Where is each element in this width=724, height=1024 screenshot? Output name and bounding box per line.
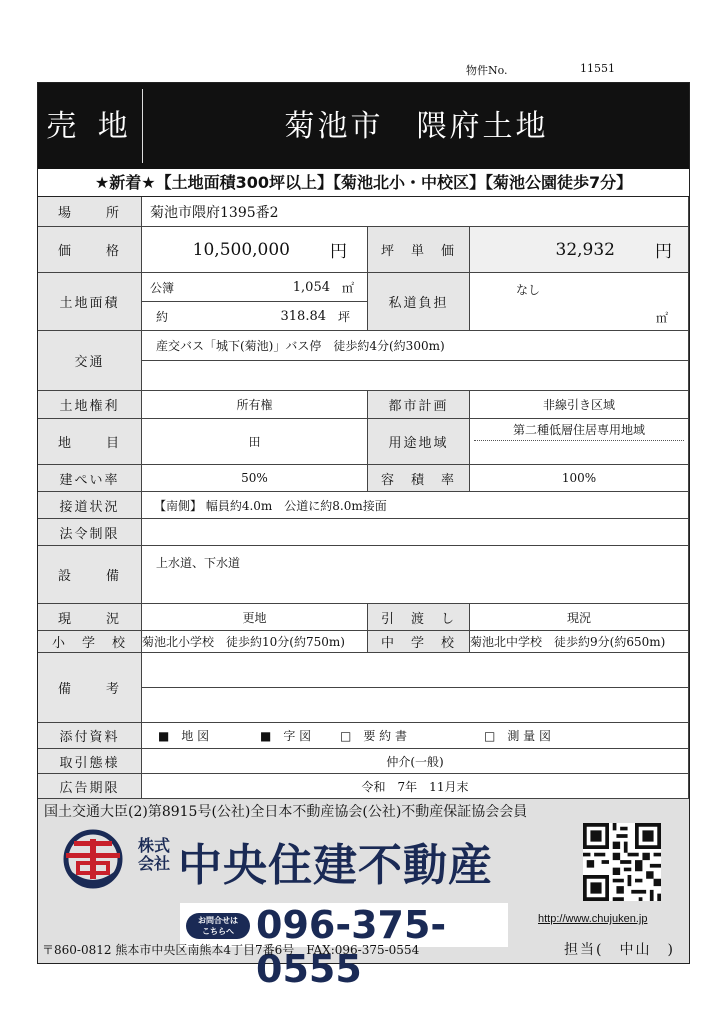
private-road-value: なし <box>516 283 541 297</box>
private-road-cell <box>470 273 689 331</box>
law-value <box>142 519 689 546</box>
handover-label: 引 渡 し <box>368 604 470 631</box>
attachments-label: 添付資料 <box>38 723 142 749</box>
price-value: 10,500,000 <box>192 239 290 260</box>
far-label: 容 積 率 <box>368 465 470 492</box>
price-unit: 円 <box>330 242 347 262</box>
zone-value: 第二種低層住居専用地域 <box>474 421 684 441</box>
location-value: 菊池市隈府1395番2 <box>142 197 689 227</box>
land-right-label: 土地権利 <box>38 391 142 419</box>
tsubo-price-unit: 円 <box>655 242 672 262</box>
remarks-label: 備 考 <box>38 653 142 723</box>
far-value: 100% <box>470 465 689 492</box>
road-label: 接道状況 <box>38 492 142 519</box>
land-right-value: 所有権 <box>142 391 368 419</box>
tsubo-price-value: 32,932 <box>555 239 615 260</box>
ad-period-value: 令和 7年 11月末 <box>142 774 689 799</box>
listing-kind: 売 地 <box>46 109 134 144</box>
tagline: ★新着★【土地面積300坪以上】【菊池北小・中校区】【菊池公園徒歩7分】 <box>38 169 689 197</box>
land-category-label: 地 目 <box>38 419 142 465</box>
price-label: 価 格 <box>38 227 142 273</box>
transport-value: 産交バス「城下(菊池)」バス停 徒歩約4分(約300m) <box>142 331 689 361</box>
attachment-summary: □ 要 約 書 <box>340 729 407 743</box>
facilities-value: 上水道、下水道 <box>142 546 689 604</box>
kabushiki-kaisha: 株式会社 <box>138 836 171 873</box>
price-cell <box>142 227 368 273</box>
approx-label: 約 <box>156 309 169 324</box>
remarks-line-2 <box>142 688 689 723</box>
transaction-value: 仲介(一般) <box>142 749 689 774</box>
property-sheet <box>37 82 690 991</box>
junior-high-value: 菊池北中学校 徒歩約9分(約650m) <box>470 631 689 653</box>
transport-extra <box>142 361 689 391</box>
private-road-unit: ㎡ <box>655 311 668 325</box>
zone-label: 用途地域 <box>368 419 470 465</box>
location-label: 場 所 <box>38 197 142 227</box>
header-divider <box>142 89 143 163</box>
company-name: 中央住建不動産 <box>178 840 493 891</box>
company-logo-icon <box>60 829 126 889</box>
property-no-value: 11551 <box>580 62 615 75</box>
attachment-survey: □ 測 量 図 <box>484 729 551 743</box>
private-road-label: 私道負担 <box>368 273 470 331</box>
ad-period-label: 広告期限 <box>38 774 142 799</box>
land-area-approx-row <box>142 302 368 331</box>
inquiry-badge: お問合せは こちらへ <box>186 913 250 939</box>
contact-person: 担当( 中山 ) <box>564 942 675 958</box>
attachments-list <box>142 723 689 749</box>
approx-unit: 坪 <box>338 309 351 324</box>
property-title: 菊池市 隈府土地 <box>284 109 549 144</box>
road-value: 【南側】 幅員約4.0m 公道に約8.0m接面 <box>142 492 689 519</box>
status-value: 更地 <box>142 604 368 631</box>
kobo-value: 1,054 <box>292 279 330 295</box>
website-link[interactable]: http://www.chujuken.jp <box>538 913 648 925</box>
company-footer <box>38 799 689 991</box>
header-band <box>38 83 689 169</box>
qr-code-icon[interactable] <box>583 823 661 901</box>
zone-cell <box>470 419 689 465</box>
remarks-line-1 <box>142 653 689 688</box>
tsubo-price-label: 坪 単 価 <box>368 227 470 273</box>
phone-number[interactable]: 096-375-0555 <box>256 903 447 991</box>
handover-value: 現況 <box>470 604 689 631</box>
kobo-label: 公簿 <box>150 280 175 295</box>
transport-label: 交通 <box>38 331 142 391</box>
tsubo-price-cell <box>470 227 689 273</box>
land-area-label: 土地面積 <box>38 273 142 331</box>
attachment-aza-map: ■ 字 図 <box>260 729 312 743</box>
approx-value: 318.84 <box>280 308 326 324</box>
city-plan-value: 非線引き区域 <box>470 391 689 419</box>
coverage-value: 50% <box>142 465 368 492</box>
coverage-label: 建ぺい率 <box>38 465 142 492</box>
status-label: 現 況 <box>38 604 142 631</box>
kobo-unit: ㎡ <box>342 280 355 295</box>
junior-high-label: 中 学 校 <box>368 631 470 653</box>
association-text: 国土交通大臣(2)第8915号(公社)全日本不動産協会(公社)不動産保証協会会員 <box>44 804 528 820</box>
property-no-label: 物件No. <box>466 64 508 77</box>
land-category-value: 田 <box>142 419 368 465</box>
transaction-label: 取引態様 <box>38 749 142 774</box>
attachment-map: ■ 地 図 <box>158 729 210 743</box>
company-address: 〒860-0812 熊本市中央区南熊本4丁目7番6号 FAX:096-375-0554 <box>42 943 420 957</box>
elementary-label: 小 学 校 <box>38 631 142 653</box>
law-label: 法令制限 <box>38 519 142 546</box>
elementary-value: 菊池北小学校 徒歩約10分(約750m) <box>142 631 368 653</box>
city-plan-label: 都市計画 <box>368 391 470 419</box>
facilities-label: 設 備 <box>38 546 142 604</box>
land-area-kobo-row <box>142 273 368 302</box>
